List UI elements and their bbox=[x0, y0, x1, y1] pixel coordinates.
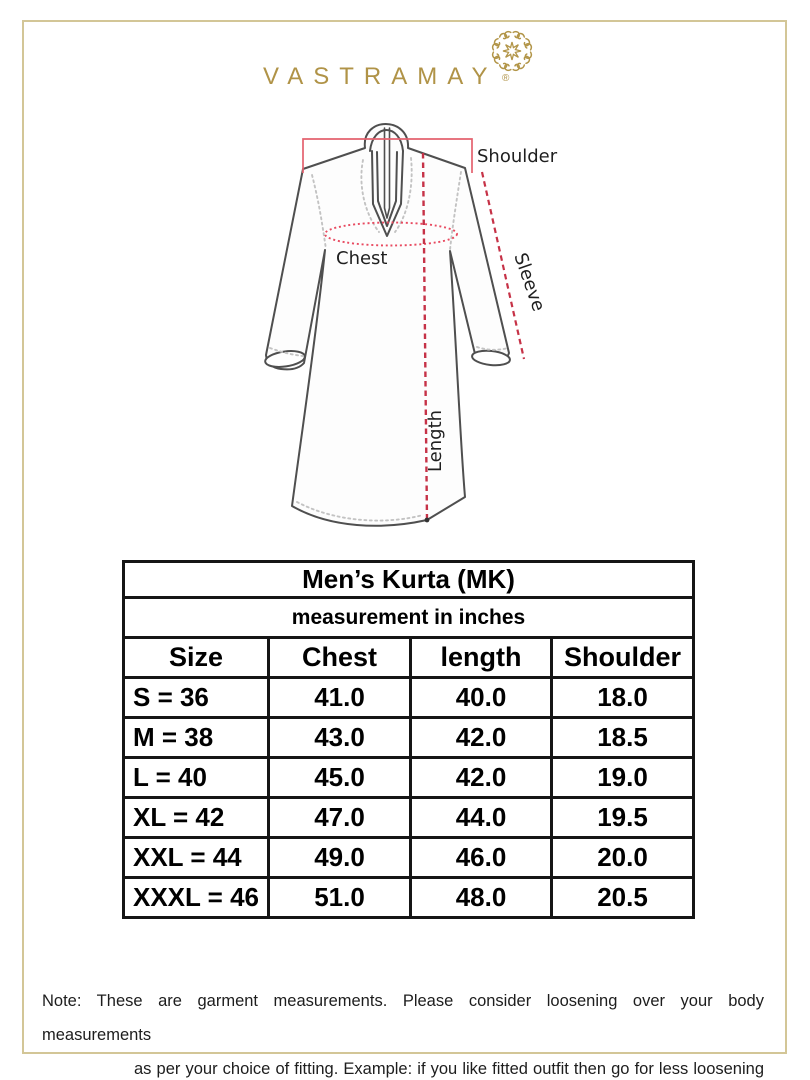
size-value: XXXL = 46 bbox=[124, 878, 269, 918]
table-row bbox=[124, 758, 694, 798]
table-subtitle-row bbox=[124, 598, 694, 638]
chest-value: 41.0 bbox=[269, 678, 411, 718]
column-header-size: Size bbox=[124, 638, 269, 678]
length-label: Length bbox=[425, 409, 446, 473]
length-value: 40.0 bbox=[411, 678, 552, 718]
column-header-chest: Chest bbox=[269, 638, 411, 678]
chest-value: 47.0 bbox=[269, 798, 411, 838]
table-row bbox=[124, 878, 694, 918]
length-value: 46.0 bbox=[411, 838, 552, 878]
column-header-length: length bbox=[411, 638, 552, 678]
sleeve-label: Sleeve bbox=[509, 250, 549, 315]
size-value: XL = 42 bbox=[124, 798, 269, 838]
size-table bbox=[122, 560, 695, 919]
chest-value: 43.0 bbox=[269, 718, 411, 758]
table-row bbox=[124, 798, 694, 838]
shoulder-value: 19.5 bbox=[552, 798, 694, 838]
table-row bbox=[124, 718, 694, 758]
table-row bbox=[124, 678, 694, 718]
size-value: S = 36 bbox=[124, 678, 269, 718]
vastramay-ornament-icon bbox=[488, 27, 536, 75]
size-value: XXL = 44 bbox=[124, 838, 269, 878]
size-value: L = 40 bbox=[124, 758, 269, 798]
table-subtitle: measurement in inches bbox=[124, 598, 694, 638]
kurta-measurement-diagram bbox=[120, 108, 590, 570]
brand-logo-text: VASTRAMAY bbox=[263, 63, 498, 90]
note-line-2: as per your choice of fitting. Example: if you like fitted outfit then go for less loosening bbox=[134, 1060, 764, 1078]
shoulder-value: 20.5 bbox=[552, 878, 694, 918]
size-value: M = 38 bbox=[124, 718, 269, 758]
table-title: Men’s Kurta (MK) bbox=[124, 562, 694, 598]
kurta-outline bbox=[264, 124, 510, 526]
column-header-shoulder: Shoulder bbox=[552, 638, 694, 678]
length-value: 42.0 bbox=[411, 758, 552, 798]
shoulder-label: Shoulder bbox=[477, 146, 558, 167]
table-title-row bbox=[124, 562, 694, 598]
registered-trademark-symbol: ® bbox=[502, 73, 510, 84]
length-value: 48.0 bbox=[411, 878, 552, 918]
table-header-row bbox=[124, 638, 694, 678]
length-value: 44.0 bbox=[411, 798, 552, 838]
shoulder-value: 20.0 bbox=[552, 838, 694, 878]
shoulder-value: 18.0 bbox=[552, 678, 694, 718]
shoulder-value: 19.0 bbox=[552, 758, 694, 798]
length-value: 42.0 bbox=[411, 718, 552, 758]
chest-value: 45.0 bbox=[269, 758, 411, 798]
table-row bbox=[124, 838, 694, 878]
chest-value: 51.0 bbox=[269, 878, 411, 918]
shoulder-value: 18.5 bbox=[552, 718, 694, 758]
chest-value: 49.0 bbox=[269, 838, 411, 878]
note-line-1: Note: These are garment measurements. Please consider loosening over your body measurements bbox=[42, 992, 764, 1044]
chest-label: Chest bbox=[336, 248, 388, 269]
measurement-note bbox=[42, 984, 764, 1080]
